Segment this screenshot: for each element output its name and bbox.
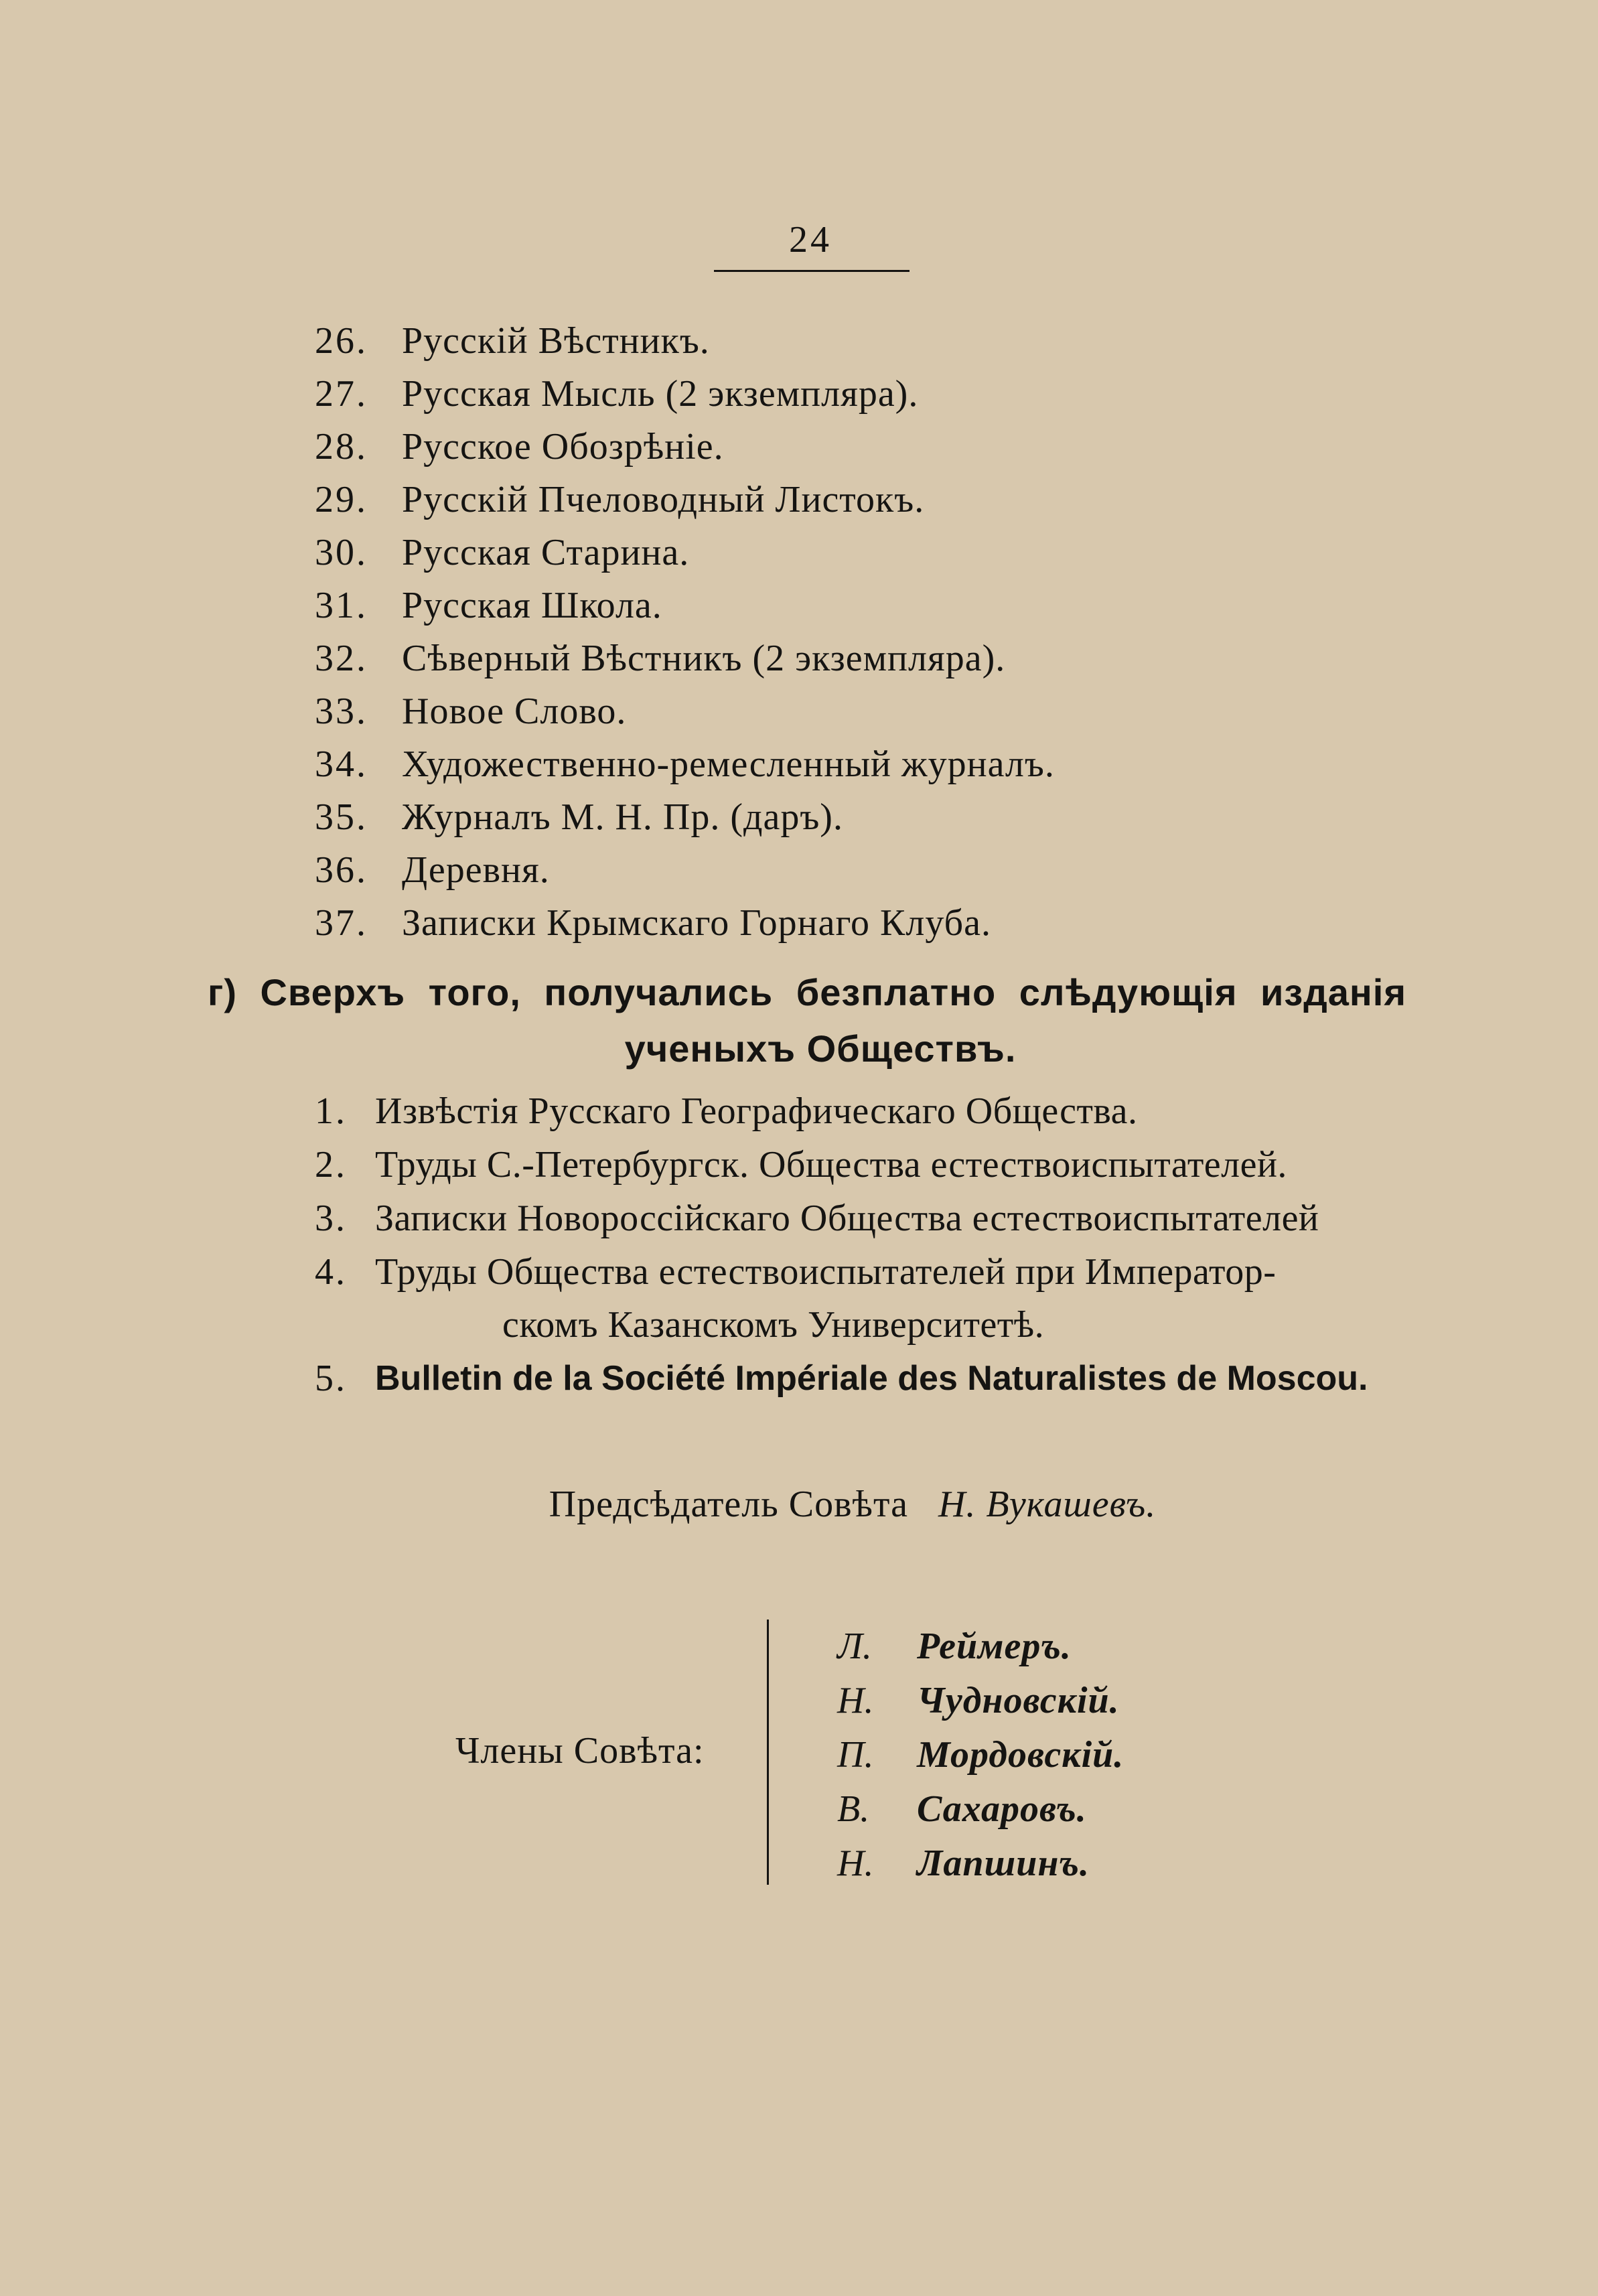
item-number: 3. — [315, 1198, 347, 1239]
member-initial: Н. — [837, 1843, 874, 1884]
item-number: 31. — [315, 585, 368, 626]
item-title: Сѣверный Вѣстникъ (2 экземпляра). — [402, 638, 1006, 679]
member-initial: В. — [837, 1788, 870, 1830]
item-title: Записки Крымскаго Горнаго Клуба. — [402, 902, 991, 944]
council-members-label: Члены Совѣта: — [455, 1730, 705, 1772]
item-title: Русская Школа. — [402, 585, 662, 626]
item-title: Новое Слово. — [402, 691, 627, 732]
item-number: 1. — [315, 1090, 347, 1132]
section-heading-line-2: ученыхъ Обществъ. — [624, 1027, 1017, 1070]
member-initial: П. — [837, 1734, 874, 1776]
item-title: Деревня. — [402, 849, 550, 891]
item-title: Записки Новороссійскаго Общества естествоиспытателей — [375, 1198, 1319, 1239]
list-item — [0, 1192, 1406, 1245]
section-heading — [208, 964, 1406, 1077]
council-member — [837, 1674, 1124, 1728]
member-surname: Мордовскій. — [917, 1734, 1124, 1776]
item-number: 29. — [315, 479, 368, 520]
item-number: 32. — [315, 638, 368, 679]
item-number: 36. — [315, 849, 368, 891]
item-number: 28. — [315, 426, 368, 468]
society-publications-list — [0, 1085, 1406, 1406]
council-member — [837, 1620, 1124, 1674]
member-initial: Н. — [837, 1680, 874, 1721]
item-number: 4. — [315, 1251, 347, 1293]
item-title — [375, 1246, 1406, 1352]
item-title: Художественно-ремесленный журналъ. — [402, 743, 1055, 785]
page-number: 24 — [789, 219, 832, 261]
item-number: 34. — [315, 743, 368, 785]
section-heading-line-1: г) Сверхъ того, получались безплатно слѣдующія изданія — [208, 971, 1406, 1013]
member-surname: Реймеръ. — [917, 1626, 1072, 1667]
member-surname: Лапшинъ. — [917, 1843, 1090, 1884]
item-title-line-2: скомъ Казанскомъ Университетѣ. — [502, 1304, 1045, 1346]
item-title: Русская Мысль (2 экземпляра). — [402, 373, 919, 415]
item-number: 27. — [315, 373, 368, 415]
item-number: 33. — [315, 691, 368, 732]
council-members-list — [837, 1620, 1124, 1891]
chairman-name: Н. Вукашевъ. — [938, 1484, 1157, 1525]
council-members-brace — [767, 1620, 769, 1885]
item-title: Русская Старина. — [402, 532, 690, 573]
chairman-signature — [0, 1478, 1598, 1531]
item-title: Русскій Вѣстникъ. — [402, 320, 710, 362]
item-number: 26. — [315, 320, 368, 362]
page-number-rule — [714, 270, 910, 272]
member-surname: Сахаровъ. — [917, 1788, 1087, 1830]
council-member — [837, 1837, 1124, 1891]
item-number: 35. — [315, 796, 368, 838]
item-title: Русское Обозрѣніе. — [402, 426, 724, 468]
item-title-line-1: Труды Общества естествоиспытателей при Император- — [375, 1251, 1277, 1293]
item-title: Bulletin de la Société Impériale des Naturalistes de Moscou. — [375, 1359, 1368, 1398]
item-title: Русскій Пчеловодный Листокъ. — [402, 479, 925, 520]
item-number: 37. — [315, 902, 368, 944]
chairman-label: Предсѣдатель Совѣта — [549, 1484, 908, 1525]
item-number: 2. — [315, 1144, 347, 1186]
list-item — [0, 1352, 1406, 1405]
item-title: Журналъ М. Н. Пр. (даръ). — [402, 796, 843, 838]
list-item — [0, 1085, 1406, 1138]
council-member — [837, 1782, 1124, 1837]
member-initial: Л. — [837, 1626, 872, 1667]
list-item — [0, 1246, 1406, 1352]
member-surname: Чудновскій. — [917, 1680, 1120, 1721]
item-title: Извѣстія Русскаго Географическаго Общества. — [375, 1090, 1138, 1132]
item-number: 30. — [315, 532, 368, 573]
list-item — [0, 1139, 1406, 1192]
item-title: Труды С.-Петербургск. Общества естествоиспытателей. — [375, 1144, 1287, 1186]
council-member — [837, 1728, 1124, 1782]
item-number: 5. — [315, 1358, 347, 1399]
